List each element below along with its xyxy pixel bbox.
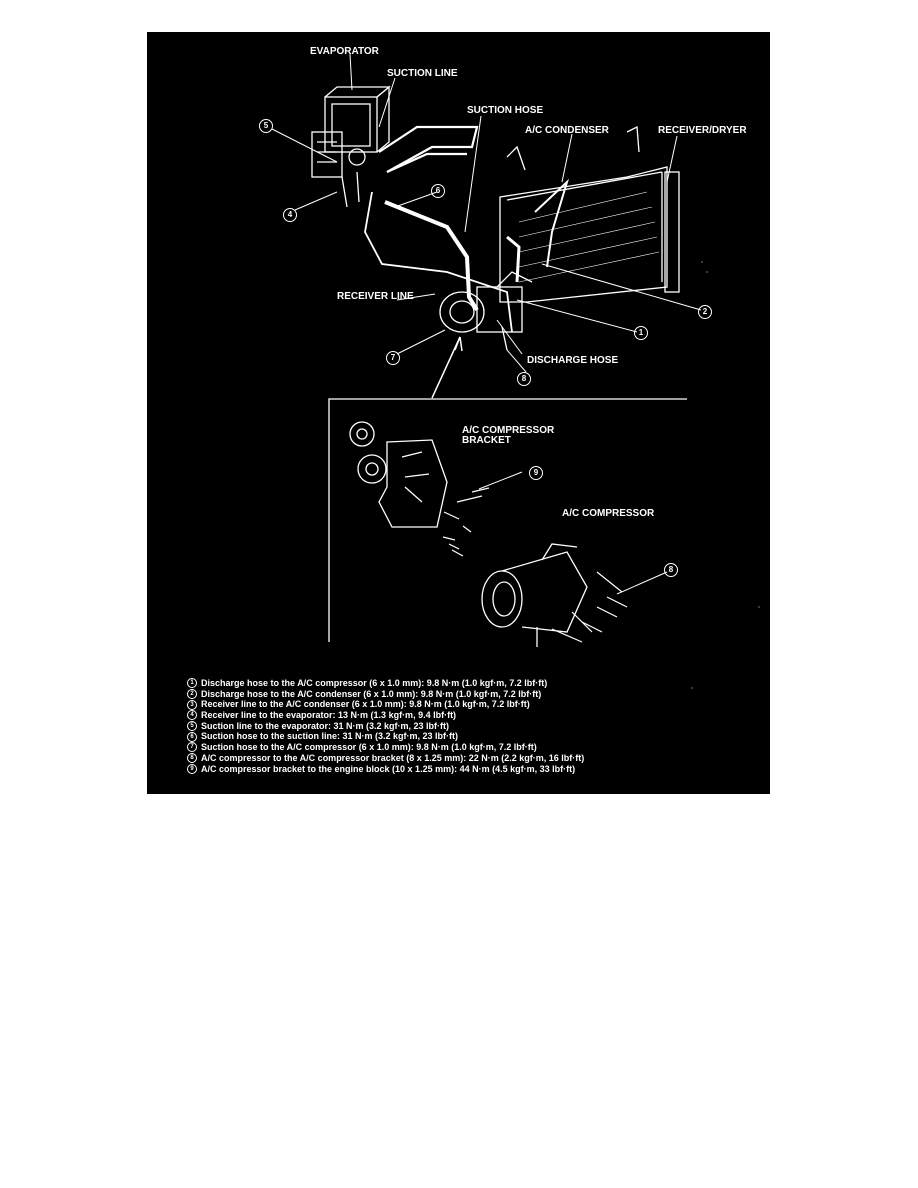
- bracket-bolts: [443, 488, 489, 556]
- callout-2: 2: [698, 305, 712, 319]
- legend-item: [187, 742, 747, 753]
- callout-4: 4: [283, 208, 297, 222]
- label-discharge-hose: DISCHARGE HOSE: [527, 355, 619, 366]
- torque-legend: [187, 678, 747, 774]
- callout-9-detail: 9: [529, 466, 543, 480]
- legend-number: 2: [187, 689, 197, 699]
- legend-text: Receiver line to the evaporator: 13 N·m (1.3 kgf·m, 9.4 lbf·ft): [201, 710, 457, 721]
- legend-text: A/C compressor bracket to the engine block (10 x 1.25 mm): 44 N·m (4.5 kgf·m, 33 lbf·ft): [201, 763, 576, 774]
- label-receiver-line: RECEIVER LINE: [337, 291, 414, 302]
- legend-number: 9: [187, 764, 197, 774]
- callout-1: 1: [634, 326, 648, 340]
- bracket-drawing: [350, 422, 447, 527]
- compressor-bolts: [552, 572, 667, 642]
- label-ac-condenser: A/C CONDENSER: [525, 125, 609, 136]
- label-evaporator: EVAPORATOR: [310, 46, 379, 57]
- label-suction-hose: SUCTION HOSE: [467, 105, 544, 116]
- legend-text: Suction line to the evaporator: 31 N·m (3.2 kgf·m, 23 lbf·ft): [201, 720, 450, 731]
- ac-system-diagram: [147, 32, 770, 794]
- legend-item: [187, 731, 747, 742]
- suction-line-drawing: [379, 127, 477, 172]
- legend-item: [187, 678, 747, 689]
- legend-number: 1: [187, 678, 197, 688]
- legend-number: 7: [187, 742, 197, 752]
- label-ac-compressor-bracket-2: BRACKET: [462, 435, 511, 446]
- legend-number: 5: [187, 721, 197, 731]
- receiver-line-drawing: [365, 192, 512, 332]
- compressor-drawing-upper: [440, 272, 532, 350]
- legend-item: [187, 753, 747, 764]
- legend-item: [187, 764, 747, 775]
- legend-text: A/C compressor to the A/C compressor bracket (8 x 1.25 mm): 22 N·m (2.2 kgf·m, 16 lbf·ft): [201, 752, 585, 763]
- callout-6: 6: [431, 184, 445, 198]
- callout-8: 8: [517, 372, 531, 386]
- callout-5: 5: [259, 119, 273, 133]
- legend-item: [187, 710, 747, 721]
- label-receiver-dryer: RECEIVER/DRYER: [658, 125, 747, 136]
- label-ac-compressor-bracket-1: A/C COMPRESSOR: [462, 425, 555, 436]
- legend-text: Suction hose to the A/C compressor (6 x 1.0 mm): 9.8 N·m (1.0 kgf·m, 7.2 lbf·ft): [201, 742, 537, 753]
- legend-text: Receiver line to the A/C condenser (6 x 1.0 mm): 9.8 N·m (1.0 kgf·m, 7.2 lbf·ft): [201, 699, 530, 710]
- legend-text: Discharge hose to the A/C condenser (6 x 1.0 mm): 9.8 N·m (1.0 kgf·m, 7.2 lbf·ft): [201, 688, 542, 699]
- legend-number: 4: [187, 710, 197, 720]
- label-suction-line: SUCTION LINE: [387, 68, 458, 79]
- legend-item: [187, 689, 747, 700]
- callout-7: 7: [386, 351, 400, 365]
- label-ac-compressor: A/C COMPRESSOR: [562, 508, 655, 519]
- legend-number: 3: [187, 700, 197, 710]
- callout-8-detail: 8: [664, 563, 678, 577]
- legend-text: Discharge hose to the A/C compressor (6 x 1.0 mm): 9.8 N·m (1.0 kgf·m, 7.2 lbf·ft): [201, 678, 548, 688]
- compressor-drawing-detail: [482, 544, 587, 647]
- evaporator-drawing: [312, 87, 389, 207]
- legend-text: Suction hose to the suction line: 31 N·m (3.2 kgf·m, 23 lbf·ft): [201, 731, 459, 742]
- legend-number: 8: [187, 753, 197, 763]
- condenser-drawing: [500, 127, 679, 302]
- legend-item: [187, 699, 747, 710]
- legend-number: 6: [187, 732, 197, 742]
- legend-item: [187, 721, 747, 732]
